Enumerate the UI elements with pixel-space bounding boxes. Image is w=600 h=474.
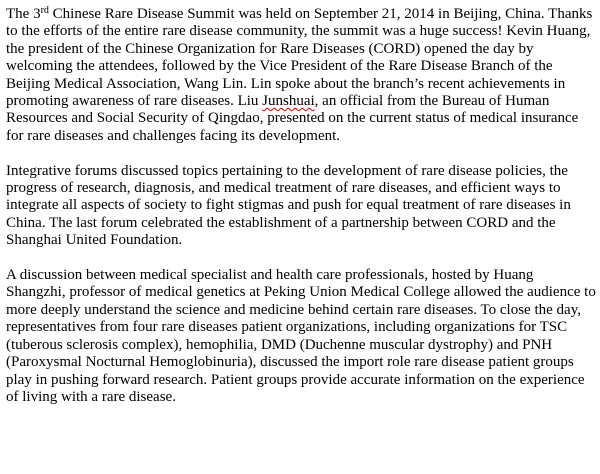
paragraph-text: , an official from the Bureau of Human Resources and Social Security of Qingdao, presented on the current status of medical insurance for rare diseases and challenges facing its development.	[6, 93, 579, 144]
spellcheck-flagged-word[interactable]: Junshuai	[262, 93, 315, 110]
paragraph-text: Chinese Rare Disease Summit was held on September 21, 2014 in Beijing, China. Thanks to the efforts of the entire rare disease community, the summit was a huge success! Kevin Huang, the president of the Chinese Organization for Rare Diseases (CORD) opened the day by welcoming the attendees, followed by the Vice President of the Rare Disease Branch of the Beijing Medical Association, Wang Lin. Lin spoke about the branch’s recent achievements in promoting awareness of rare diseases. Liu	[6, 6, 593, 110]
document-body	[6, 6, 596, 406]
paragraph-summit-opening	[6, 6, 596, 145]
paragraph-discussion: A discussion between medical specialist and health care professionals, hosted by Huang Shangzhi, professor of medical genetics at Peking Union Medical College allowed the audience to more deeply understand the science and medicine behind certain rare diseases. To close the day, representatives from four rare diseases patient organizations, including organizations for TSC (tuberous sclerosis complex), hemophilia, DMD (Duchenne muscular dystrophy) and PNH (Paroxysmal Nocturnal Hemoglobinuria), discussed the import role rare disease patient groups play in pushing forward research. Patient groups provide accurate information on the experience of living with a rare disease.	[6, 267, 596, 405]
paragraph-integrative-forums: Integrative forums discussed topics pertaining to the development of rare disease policies, the progress of research, diagnosis, and medical treatment of rare diseases, and efficient ways to integrate all aspects of society to fight stigmas and push for equal treatment of rare diseases in China. The last forum celebrated the establishment of a partnership between CORD and the Shanghai United Foundation.	[6, 162, 571, 249]
paragraph-text: The 3	[6, 6, 41, 22]
ordinal-superscript: rd	[40, 5, 49, 16]
